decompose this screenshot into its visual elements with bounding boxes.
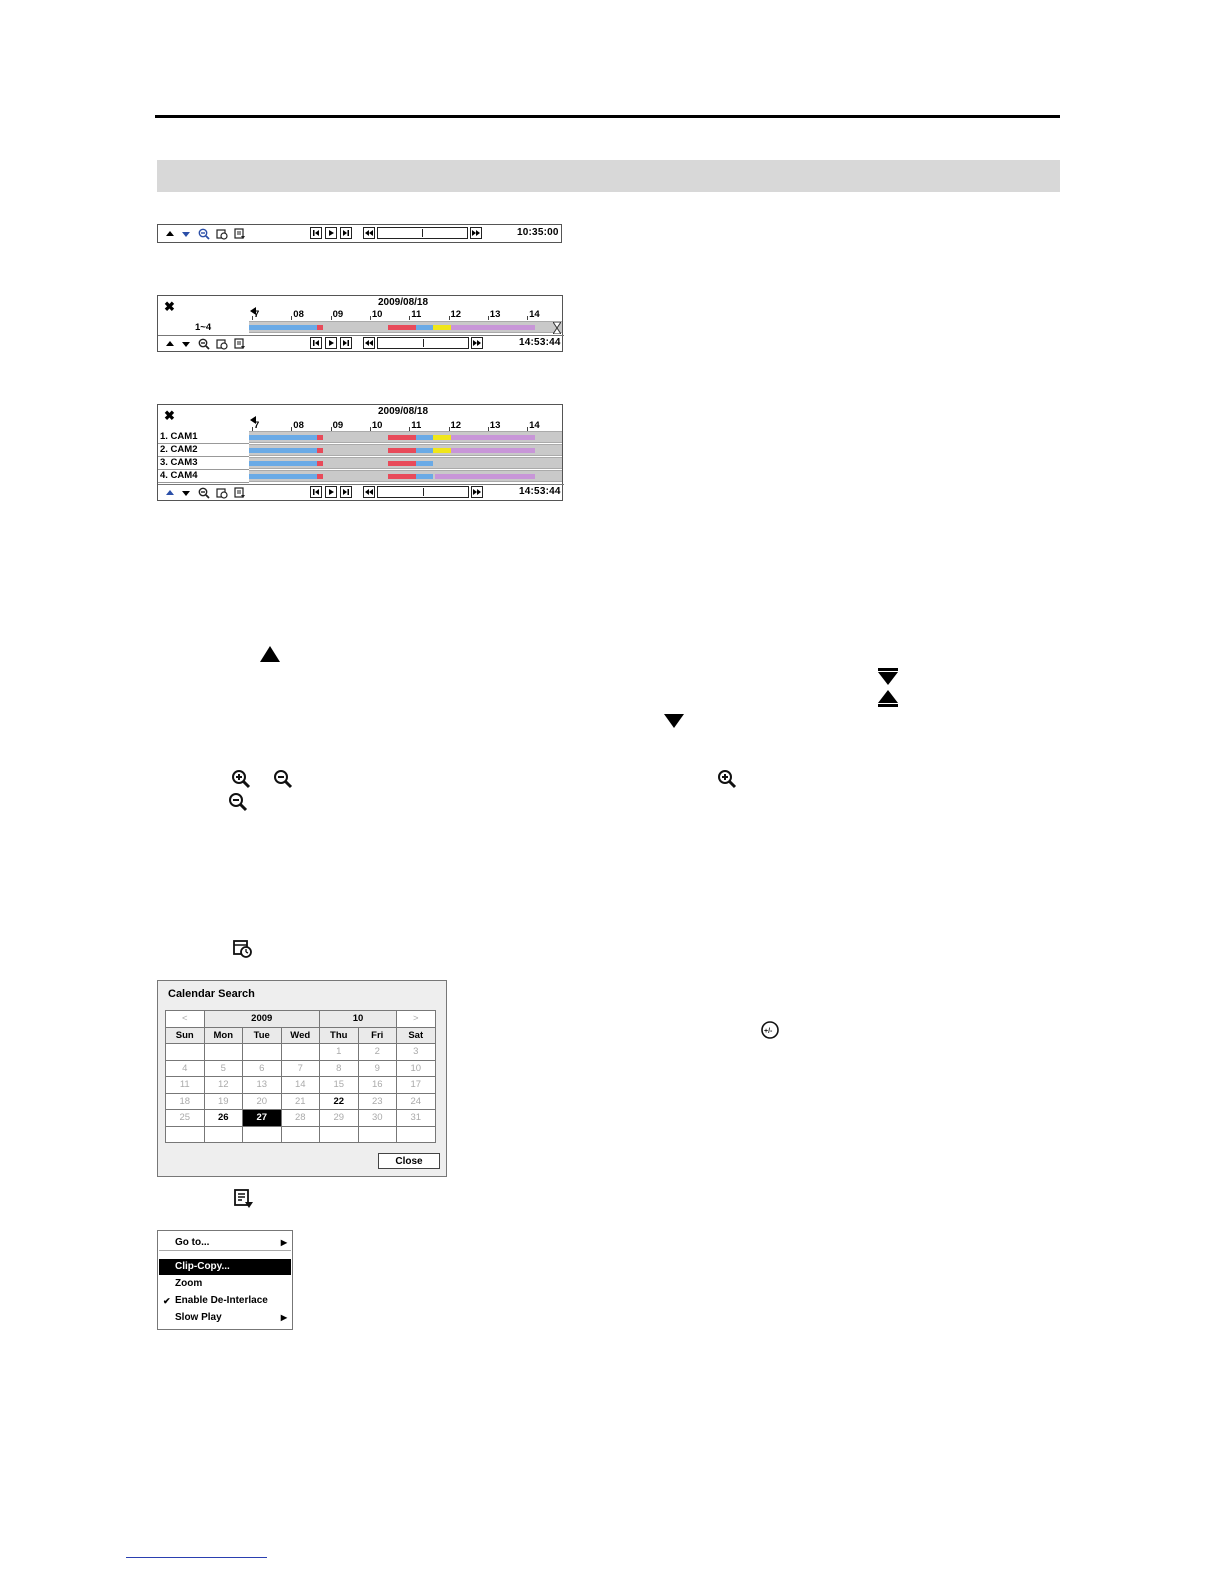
playback-toolbar-simple: [157, 224, 562, 243]
weekday-header: Mon: [204, 1027, 243, 1044]
segment-event: [317, 448, 323, 453]
calendar-day[interactable]: 30: [358, 1110, 397, 1127]
calendar-day[interactable]: 23: [358, 1093, 397, 1110]
weekday-header: Thu: [320, 1027, 359, 1044]
calendar-day[interactable]: 5: [204, 1060, 243, 1077]
calendar-day[interactable]: 14: [281, 1077, 320, 1094]
camera-track[interactable]: [249, 457, 562, 469]
calendar-day[interactable]: 25: [166, 1110, 205, 1127]
next-month-button[interactable]: >: [397, 1011, 436, 1028]
hour-tick-mark: [527, 316, 528, 320]
fast-forward-button[interactable]: [470, 227, 482, 239]
down-arrow-icon: [877, 668, 899, 691]
camera-label: 1. CAM1: [160, 431, 198, 442]
calendar-day: [243, 1126, 282, 1143]
weekday-header: Sat: [397, 1027, 436, 1044]
calendar-day[interactable]: 29: [320, 1110, 359, 1127]
weekday-header: Fri: [358, 1027, 397, 1044]
segment-event: [317, 474, 323, 479]
menu-item-label: Clip-Copy...: [175, 1261, 230, 1272]
segment-motion: [433, 435, 451, 440]
hour-label: 09: [332, 309, 344, 320]
segment-continuous: [249, 474, 317, 479]
time-search-icon: [760, 1020, 780, 1045]
menu-item-label: Zoom: [175, 1278, 203, 1289]
menu-item[interactable]: [159, 1276, 291, 1292]
arrow-up-icon[interactable]: [164, 228, 176, 240]
segment-event: [388, 461, 416, 466]
header-rule: [155, 115, 1060, 118]
calendar-day[interactable]: 13: [243, 1077, 282, 1094]
calendar-day[interactable]: 15: [320, 1077, 359, 1094]
footer-link-underline: [126, 1557, 267, 1558]
calendar-day[interactable]: 22: [320, 1093, 359, 1110]
calendar-day[interactable]: 12: [204, 1077, 243, 1094]
zoom-out-icon[interactable]: [198, 338, 210, 350]
playback-speed-slider[interactable]: [377, 227, 468, 239]
check-icon: ✔: [163, 1296, 171, 1306]
calendar-day[interactable]: 3: [397, 1044, 436, 1061]
segment-event: [388, 435, 416, 440]
play-button[interactable]: [325, 227, 337, 239]
calendar-day[interactable]: 19: [204, 1093, 243, 1110]
svg-text:+/-: +/-: [764, 1028, 773, 1035]
timeline-track[interactable]: [249, 321, 562, 333]
submenu-arrow-icon: ▶: [280, 1238, 287, 1247]
calendar-search-icon[interactable]: [216, 228, 228, 240]
calendar-day: [397, 1126, 436, 1143]
step-forward-button[interactable]: [340, 486, 352, 498]
calendar-day[interactable]: 18: [166, 1093, 205, 1110]
calendar-day: [204, 1126, 243, 1143]
calendar-day: [358, 1126, 397, 1143]
hour-label: 11: [411, 309, 422, 320]
zoom-out-icon: [273, 769, 293, 794]
calendar-week-row: [166, 1044, 436, 1061]
segment-event: [317, 435, 323, 440]
hour-tick-mark: [409, 316, 410, 320]
calendar-day: [320, 1126, 359, 1143]
dialog-title: Calendar Search: [168, 988, 255, 1000]
calendar-week-row: [166, 1126, 436, 1143]
toolbar-row: [158, 484, 562, 502]
slider-thumb[interactable]: [423, 339, 424, 347]
segment-continuous: [416, 461, 433, 466]
hour-label: 14: [529, 309, 540, 320]
weekday-header: Sun: [166, 1027, 205, 1044]
calendar-day[interactable]: 28: [281, 1110, 320, 1127]
calendar-week-row: [166, 1093, 436, 1110]
calendar-day: [243, 1044, 282, 1061]
calendar-day[interactable]: 2: [358, 1044, 397, 1061]
menu-icon: [234, 1189, 254, 1214]
segment-event: [317, 461, 323, 466]
fast-rewind-button[interactable]: [363, 337, 375, 349]
menu-item-label: Enable De-Interlace: [175, 1295, 268, 1306]
close-icon[interactable]: ✖: [164, 408, 175, 423]
playback-time: 14:53:44: [519, 337, 561, 348]
hour-label: 7: [254, 309, 260, 320]
weekday-header-row: [166, 1027, 436, 1044]
menu-item-label: Go to...: [175, 1237, 210, 1248]
segment-continuous: [249, 435, 317, 440]
calendar-day[interactable]: 20: [243, 1093, 282, 1110]
camera-group-label: 1~4: [195, 322, 212, 333]
calendar-day[interactable]: 9: [358, 1060, 397, 1077]
camera-track[interactable]: [249, 444, 562, 456]
arrow-up-icon[interactable]: [164, 487, 176, 499]
hour-label: 13: [489, 309, 501, 320]
calendar-week-row: [166, 1077, 436, 1094]
zoom-out-icon[interactable]: [198, 487, 210, 499]
calendar-grid: [165, 1010, 436, 1143]
hour-tick-mark: [488, 316, 489, 320]
section-heading-bar: [157, 160, 1060, 192]
calendar-day[interactable]: 24: [397, 1093, 436, 1110]
camera-track[interactable]: [249, 470, 562, 482]
segment-event: [388, 325, 416, 330]
zoom-out-icon[interactable]: [198, 228, 210, 240]
calendar-day[interactable]: 21: [281, 1093, 320, 1110]
step-forward-button[interactable]: [340, 337, 352, 349]
segment-event: [388, 474, 416, 479]
step-back-button[interactable]: [310, 486, 322, 498]
arrow-down-icon[interactable]: [180, 338, 192, 350]
playback-speed-slider[interactable]: [377, 486, 469, 498]
row-divider: [158, 482, 249, 483]
menu-item-label: Slow Play: [175, 1312, 222, 1323]
segment-continuous: [416, 474, 433, 479]
calendar-day[interactable]: 7: [281, 1060, 320, 1077]
weekday-header: Tue: [243, 1027, 282, 1044]
timeline-date: 2009/08/18: [378, 406, 429, 417]
segment-prealarm: [451, 435, 535, 440]
calendar-day[interactable]: 6: [243, 1060, 282, 1077]
segment-event: [317, 325, 323, 330]
hour-label: 13: [489, 420, 501, 431]
slider-thumb[interactable]: [422, 229, 423, 237]
hour-label: 10: [371, 309, 383, 320]
calendar-day[interactable]: 31: [397, 1110, 436, 1127]
hour-tick-mark: [252, 316, 253, 320]
calendar-week-row: [166, 1060, 436, 1077]
year-field[interactable]: 2009: [204, 1011, 320, 1028]
prev-month-button[interactable]: <: [166, 1011, 205, 1028]
menu-item[interactable]: [159, 1310, 291, 1326]
down-arrow-icon: [663, 713, 685, 734]
calendar-search-dialog: [157, 980, 447, 1177]
calendar-search-icon[interactable]: [216, 338, 228, 350]
segment-prealarm: [435, 474, 535, 479]
fast-forward-button[interactable]: [471, 486, 483, 498]
arrow-up-icon[interactable]: [164, 338, 176, 350]
segment-continuous: [249, 325, 317, 330]
calendar-day: [204, 1044, 243, 1061]
calendar-day[interactable]: 8: [320, 1060, 359, 1077]
up-arrow-icon: [877, 689, 899, 712]
step-back-button[interactable]: [310, 227, 322, 239]
calendar-day[interactable]: 4: [166, 1060, 205, 1077]
hour-tick-mark: [449, 316, 450, 320]
submenu-arrow-icon: ▶: [280, 1313, 287, 1322]
step-forward-button[interactable]: [340, 227, 352, 239]
weekday-header: Wed: [281, 1027, 320, 1044]
hour-label: 08: [293, 420, 304, 431]
segment-prealarm: [451, 448, 535, 453]
camera-label: 2. CAM2: [160, 444, 198, 455]
hour-label: 09: [332, 420, 344, 431]
hour-label: 7: [254, 420, 260, 431]
slider-thumb[interactable]: [423, 488, 424, 496]
playback-speed-slider[interactable]: [377, 337, 469, 349]
play-button[interactable]: [325, 486, 337, 498]
segment-continuous: [416, 435, 433, 440]
segment-continuous: [416, 448, 433, 453]
segment-event: [388, 448, 416, 453]
menu-item[interactable]: [159, 1235, 291, 1251]
step-back-button[interactable]: [310, 337, 322, 349]
menu-icon[interactable]: [234, 487, 246, 499]
zoom-in-icon: [717, 769, 737, 794]
fast-forward-button[interactable]: [471, 337, 483, 349]
calendar-day: [166, 1126, 205, 1143]
calendar-search-icon[interactable]: [216, 487, 228, 499]
calendar-day: [166, 1044, 205, 1061]
zoom-in-icon: [231, 769, 251, 794]
arrow-down-icon[interactable]: [180, 228, 192, 240]
calendar-day[interactable]: 1: [320, 1044, 359, 1061]
timeline-panel-multi: [157, 404, 563, 501]
menu-item[interactable]: [159, 1293, 291, 1309]
segment-continuous: [249, 448, 317, 453]
up-arrow-icon: [259, 645, 281, 668]
hour-label: 11: [411, 420, 422, 431]
segment-motion: [433, 448, 451, 453]
calendar-day[interactable]: 27: [243, 1110, 282, 1127]
camera-label: 4. CAM4: [160, 470, 198, 481]
segment-motion: [433, 325, 451, 330]
calendar-week-row: [166, 1110, 436, 1127]
camera-track[interactable]: [249, 431, 562, 443]
calendar-day[interactable]: 26: [204, 1110, 243, 1127]
month-field[interactable]: 10: [320, 1011, 397, 1028]
zoom-out-icon: [228, 792, 248, 817]
hour-tick-mark: [370, 316, 371, 320]
close-icon[interactable]: ✖: [164, 299, 175, 314]
timeline-panel-single: [157, 295, 563, 352]
close-button[interactable]: Close: [378, 1153, 440, 1169]
calendar-day[interactable]: 10: [397, 1060, 436, 1077]
calendar-search-icon: [233, 939, 253, 964]
timeline-date: 2009/08/18: [378, 297, 429, 308]
calendar-day[interactable]: 17: [397, 1077, 436, 1094]
fast-rewind-button[interactable]: [363, 227, 375, 239]
play-button[interactable]: [325, 337, 337, 349]
hour-label: 14: [529, 420, 540, 431]
menu-item[interactable]: [159, 1259, 291, 1275]
playback-context-menu: [157, 1230, 293, 1330]
fast-rewind-button[interactable]: [363, 486, 375, 498]
hour-tick-mark: [291, 316, 292, 320]
hour-label: 12: [450, 420, 462, 431]
segment-prealarm: [451, 325, 535, 330]
playback-time: 14:53:44: [519, 486, 561, 497]
toolbar-row: [158, 225, 561, 243]
calendar-day[interactable]: 16: [358, 1077, 397, 1094]
hour-label: 12: [450, 309, 462, 320]
segment-continuous: [416, 325, 433, 330]
hour-label: 08: [293, 309, 304, 320]
playback-time: 10:35:00: [517, 227, 559, 238]
toolbar-row: [158, 335, 562, 353]
calendar-nav-row: [166, 1011, 436, 1028]
hour-label: 10: [371, 420, 383, 431]
calendar-day[interactable]: 11: [166, 1077, 205, 1094]
calendar-day: [281, 1044, 320, 1061]
calendar-day: [281, 1126, 320, 1143]
arrow-down-icon[interactable]: [180, 487, 192, 499]
segment-continuous: [249, 461, 317, 466]
camera-label: 3. CAM3: [160, 457, 198, 468]
hour-tick-mark: [331, 316, 332, 320]
menu-icon[interactable]: [234, 228, 246, 240]
menu-icon[interactable]: [234, 338, 246, 350]
